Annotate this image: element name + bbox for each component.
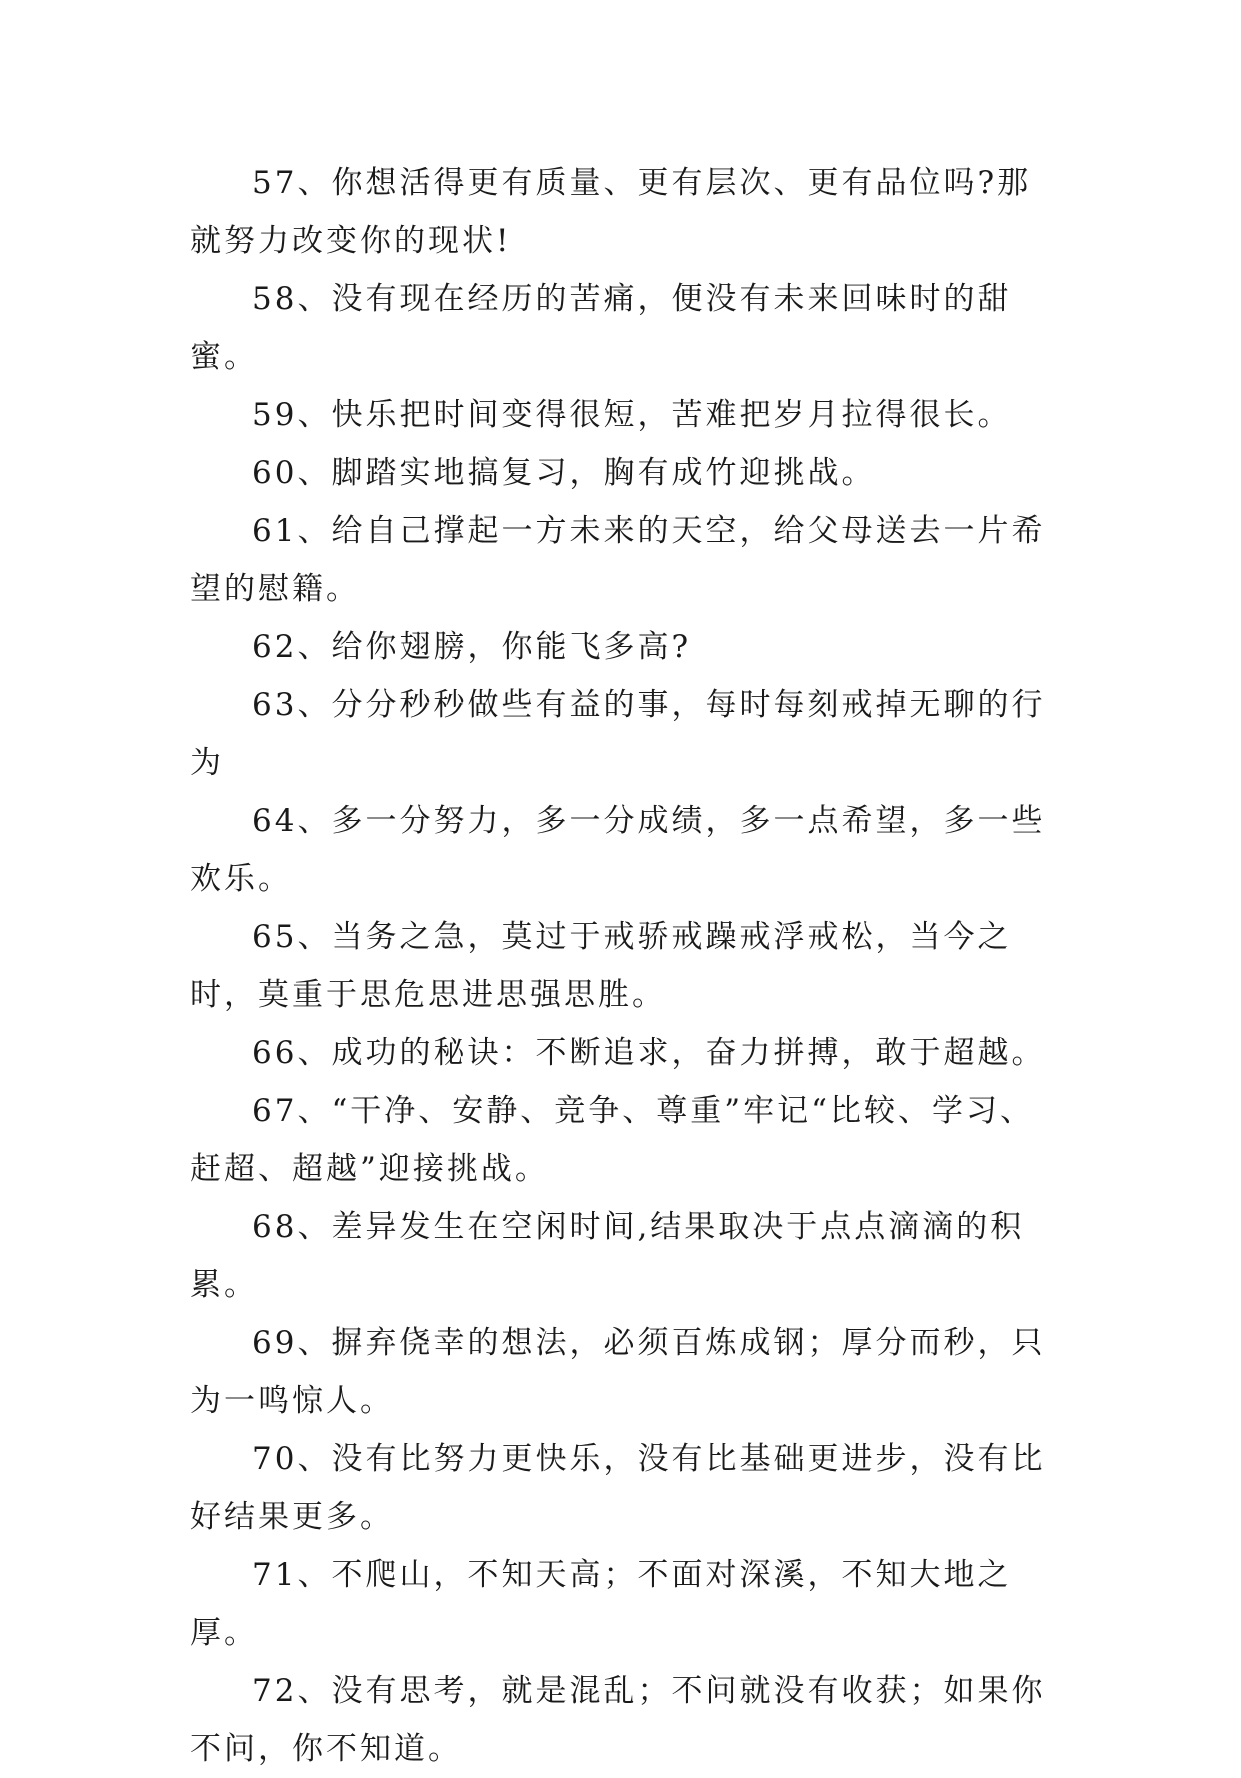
paragraph-64: 64、多一分努力，多一分成绩，多一点希望，多一些欢乐。 xyxy=(190,803,1046,897)
paragraph-57: 57、你想活得更有质量、更有层次、更有品位吗?那就努力改变你的现状! xyxy=(190,165,1032,259)
paragraph-72: 72、没有思考，就是混乱；不问就没有收获；如果你不问，你不知道。 xyxy=(190,1673,1046,1767)
paragraph-61: 61、给自己撑起一方未来的天空，给父母送去一片希望的慰籍。 xyxy=(190,513,1046,607)
paragraph-66: 66、成功的秘诀：不断追求，奋力拼搏，敢于超越。 xyxy=(252,1035,1046,1071)
paragraph-68: 68、差异发生在空闲时间,结果取决于点点滴滴的积累。 xyxy=(190,1209,1025,1303)
paragraph-65: 65、当务之急，莫过于戒骄戒躁戒浮戒松，当今之时，莫重于思危思进思强思胜。 xyxy=(190,919,1012,1013)
paragraph-70: 70、没有比努力更快乐，没有比基础更进步，没有比好结果更多。 xyxy=(190,1441,1046,1535)
paragraph-62: 62、给你翅膀，你能飞多高? xyxy=(252,629,692,665)
paragraph-69: 69、摒弃侥幸的想法，必须百炼成钢；厚分而秒，只为一鸣惊人。 xyxy=(190,1325,1046,1419)
paragraph-67: 67、“干净、安静、竞争、尊重”牢记“比较、学习、赶超、超越”迎接挑战。 xyxy=(190,1093,1034,1187)
paragraph-58: 58、没有现在经历的苦痛，便没有未来回味时的甜蜜。 xyxy=(190,281,1012,375)
paragraph-71: 71、不爬山，不知天高；不面对深溪，不知大地之厚。 xyxy=(190,1557,1012,1651)
paragraph-59: 59、快乐把时间变得很短，苦难把岁月拉得很长。 xyxy=(252,397,1012,433)
paragraph-63: 63、分分秒秒做些有益的事，每时每刻戒掉无聊的行为 xyxy=(190,687,1046,781)
document-body xyxy=(190,154,1060,1778)
paragraph-60: 60、脚踏实地搞复习，胸有成竹迎挑战。 xyxy=(252,455,876,491)
